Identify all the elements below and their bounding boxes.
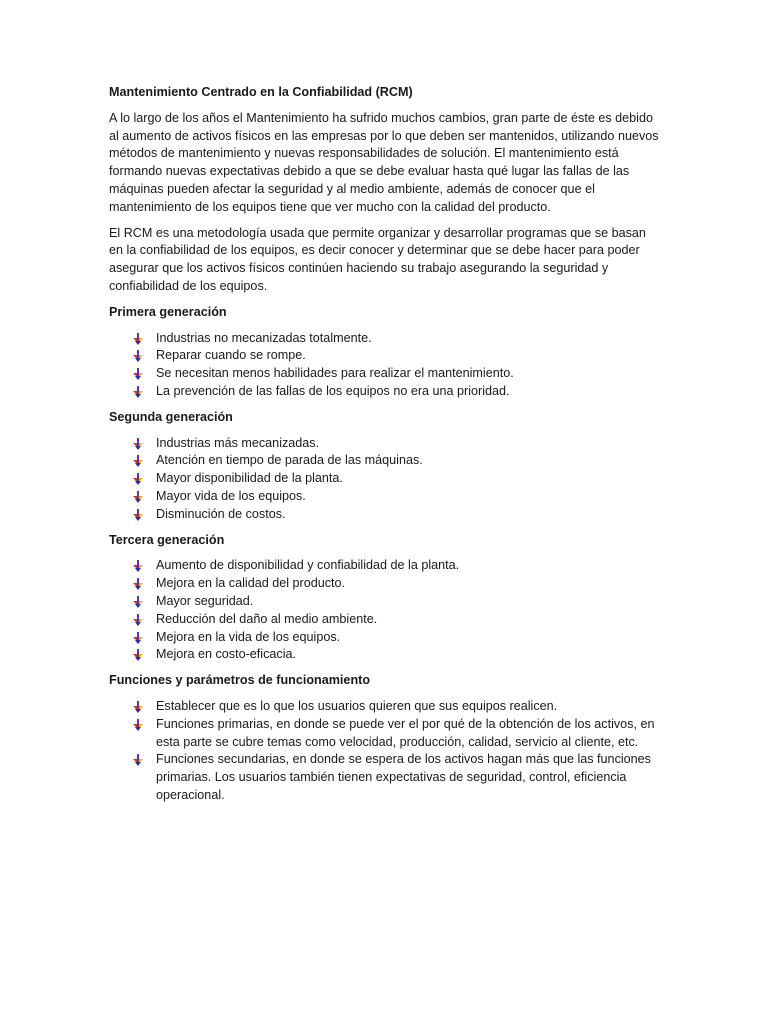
arrow-down-multicolor-icon bbox=[132, 596, 144, 608]
intro-paragraph: A lo largo de los años el Mantenimiento ha sufrido muchos cambios, gran parte de éste es debido al aumento de activos físicos en las empresas por lo que deben ser mantenidos, utilizando nuevos métodos de mantenimiento y nuevas responsabilidades de solución. El mantenimiento está formando nuevas expectativas debido a que se debe evaluar hasta qué lugar las fallas de las máquinas pueden afectar la seguridad y al medio ambiente, además de conocer que el mantenimiento de los equipos tiene que ver mucho con la calidad del producto. bbox=[109, 110, 659, 214]
list-item bbox=[109, 470, 661, 488]
list-item-text: Funciones primarias, en donde se puede ver el por qué de la obtención de los activos, en esta parte se cubre temas como velocidad, producción, calidad, servicio al cliente, etc. bbox=[156, 716, 655, 749]
list-item-text: Mejora en la calidad del producto. bbox=[156, 576, 346, 591]
list-item-text: Industrias no mecanizadas totalmente. bbox=[156, 330, 372, 345]
arrow-down-multicolor-icon bbox=[132, 509, 144, 521]
list-item bbox=[109, 611, 661, 629]
list-item-text: Mejora en costo-eficacia. bbox=[156, 647, 296, 662]
list-item-text: Establecer que es lo que los usuarios quieren que sus equipos realicen. bbox=[156, 698, 558, 713]
document-page bbox=[109, 84, 661, 813]
list-item bbox=[109, 751, 661, 804]
arrow-down-multicolor-icon bbox=[132, 701, 144, 713]
arrow-down-multicolor-icon bbox=[132, 333, 144, 345]
list-item-text: Disminución de costos. bbox=[156, 506, 286, 521]
arrow-down-multicolor-icon bbox=[132, 438, 144, 450]
list-item-text: Reducción del daño al medio ambiente. bbox=[156, 611, 378, 626]
bullet-list bbox=[109, 435, 661, 524]
list-item-text: Aumento de disponibilidad y confiabilidad de la planta. bbox=[156, 558, 460, 573]
list-item-text: Industrias más mecanizadas. bbox=[156, 435, 320, 450]
list-item bbox=[109, 365, 661, 383]
document-title: Mantenimiento Centrado en la Confiabilidad (RCM) bbox=[109, 85, 413, 99]
arrow-down-multicolor-icon bbox=[132, 649, 144, 661]
section-heading: Primera generación bbox=[109, 304, 227, 319]
section-heading: Funciones y parámetros de funcionamiento bbox=[109, 673, 371, 688]
list-item bbox=[109, 557, 661, 575]
arrow-down-multicolor-icon bbox=[132, 754, 144, 766]
list-item-text: Mayor seguridad. bbox=[156, 593, 254, 608]
arrow-down-multicolor-icon bbox=[132, 632, 144, 644]
list-item bbox=[109, 629, 661, 647]
arrow-down-multicolor-icon bbox=[132, 719, 144, 731]
arrow-down-multicolor-icon bbox=[132, 560, 144, 572]
list-item bbox=[109, 488, 661, 506]
arrow-down-multicolor-icon bbox=[132, 614, 144, 626]
list-item-text: Se necesitan menos habilidades para realizar el mantenimiento. bbox=[156, 366, 514, 381]
arrow-down-multicolor-icon bbox=[132, 473, 144, 485]
section-heading: Segunda generación bbox=[109, 409, 233, 424]
list-item bbox=[109, 716, 661, 752]
list-item-text: Mayor disponibilidad de la planta. bbox=[156, 471, 343, 486]
arrow-down-multicolor-icon bbox=[132, 491, 144, 503]
list-item bbox=[109, 575, 661, 593]
list-item bbox=[109, 698, 661, 716]
list-item bbox=[109, 330, 661, 348]
sections-container bbox=[109, 304, 661, 805]
rcm-paragraph: El RCM es una metodología usada que permite organizar y desarrollar programas que se basan en la confiabilidad de los equipos, es decir conocer y determinar que se debe hacer para poder asegurar que los activos físicos continúen haciendo su trabajo asegurando la seguridad y confiabilidad de los equipos. bbox=[109, 225, 646, 293]
list-item bbox=[109, 646, 661, 664]
bullet-list bbox=[109, 557, 661, 664]
list-item bbox=[109, 506, 661, 524]
list-item-text: Funciones secundarias, en donde se espera de los activos hagan más que las funciones primarias. Los usuarios también tienen expectativas de seguridad, control, eficiencia operacional. bbox=[156, 752, 651, 802]
arrow-down-multicolor-icon bbox=[132, 368, 144, 380]
arrow-down-multicolor-icon bbox=[132, 350, 144, 362]
section-heading: Tercera generación bbox=[109, 532, 225, 547]
list-item-text: Atención en tiempo de parada de las máquinas. bbox=[156, 453, 423, 468]
list-item-text: Mayor vida de los equipos. bbox=[156, 488, 306, 503]
list-item-text: La prevención de las fallas de los equipos no era una prioridad. bbox=[156, 383, 510, 398]
arrow-down-multicolor-icon bbox=[132, 455, 144, 467]
list-item bbox=[109, 452, 661, 470]
list-item bbox=[109, 347, 661, 365]
list-item-text: Mejora en la vida de los equipos. bbox=[156, 629, 341, 644]
list-item bbox=[109, 435, 661, 453]
list-item bbox=[109, 383, 661, 401]
list-item-text: Reparar cuando se rompe. bbox=[156, 348, 306, 363]
bullet-list bbox=[109, 330, 661, 401]
list-item bbox=[109, 593, 661, 611]
bullet-list bbox=[109, 698, 661, 805]
arrow-down-multicolor-icon bbox=[132, 386, 144, 398]
arrow-down-multicolor-icon bbox=[132, 578, 144, 590]
